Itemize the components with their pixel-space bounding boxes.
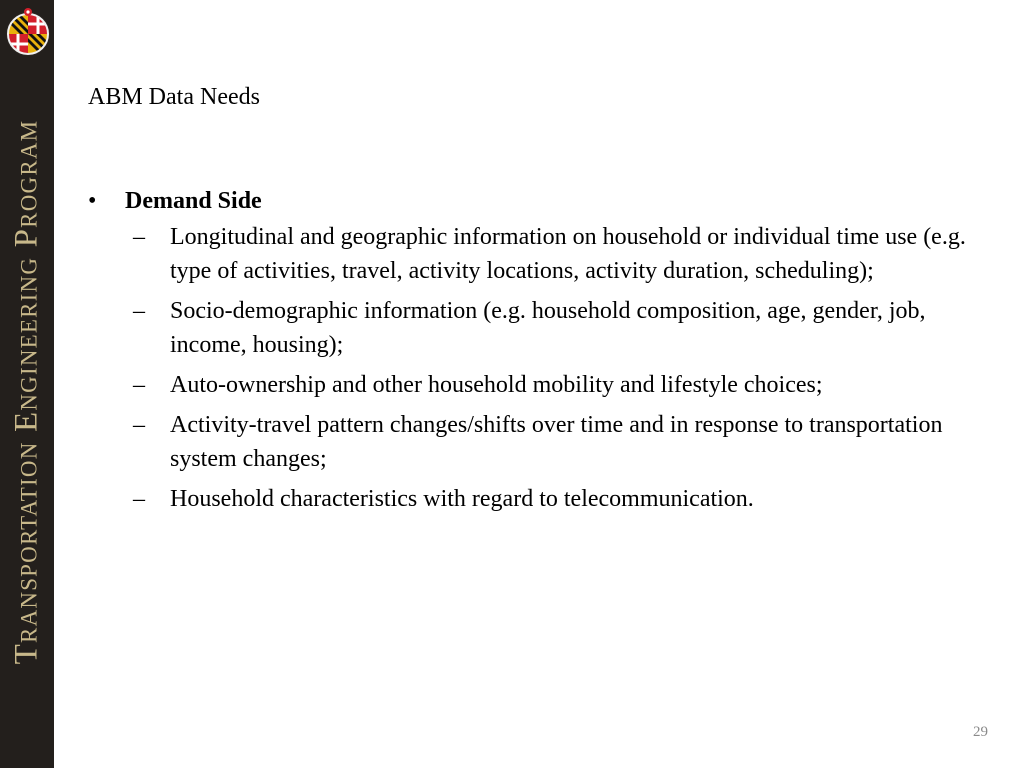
bullet-icon: • — [88, 188, 97, 214]
page-number: 29 — [973, 724, 988, 740]
list-item-text: Longitudinal and geographic information on household or individual time use (e.g. type of activities, travel, activity locations, activity duration, scheduling); — [170, 224, 966, 284]
maryland-seal-icon — [4, 6, 52, 58]
slide-content — [88, 184, 988, 522]
list-item — [88, 368, 970, 402]
demand-side-list — [88, 220, 988, 516]
dash-icon: – — [133, 298, 145, 324]
sidebar-program-title: Transportation Engineering Program — [8, 119, 45, 665]
list-item — [88, 220, 970, 288]
list-item-text: Household characteristics with regard to telecommunication. — [170, 486, 754, 512]
list-item — [88, 294, 970, 362]
list-item — [88, 482, 970, 516]
slide-title: ABM Data Needs — [88, 84, 260, 110]
dash-icon: – — [133, 486, 145, 512]
list-item-text: Socio-demographic information (e.g. household composition, age, gender, job, income, housing); — [170, 298, 926, 358]
list-item — [88, 408, 970, 476]
dash-icon: – — [133, 224, 145, 250]
list-item-text: Activity-travel pattern changes/shifts over time and in response to transportation system changes; — [170, 412, 943, 472]
section-heading-text: Demand Side — [125, 188, 262, 214]
dash-icon: – — [133, 372, 145, 398]
list-item-text: Auto-ownership and other household mobility and lifestyle choices; — [170, 372, 823, 398]
section-heading — [88, 184, 988, 218]
sidebar — [0, 0, 54, 768]
dash-icon: – — [133, 412, 145, 438]
